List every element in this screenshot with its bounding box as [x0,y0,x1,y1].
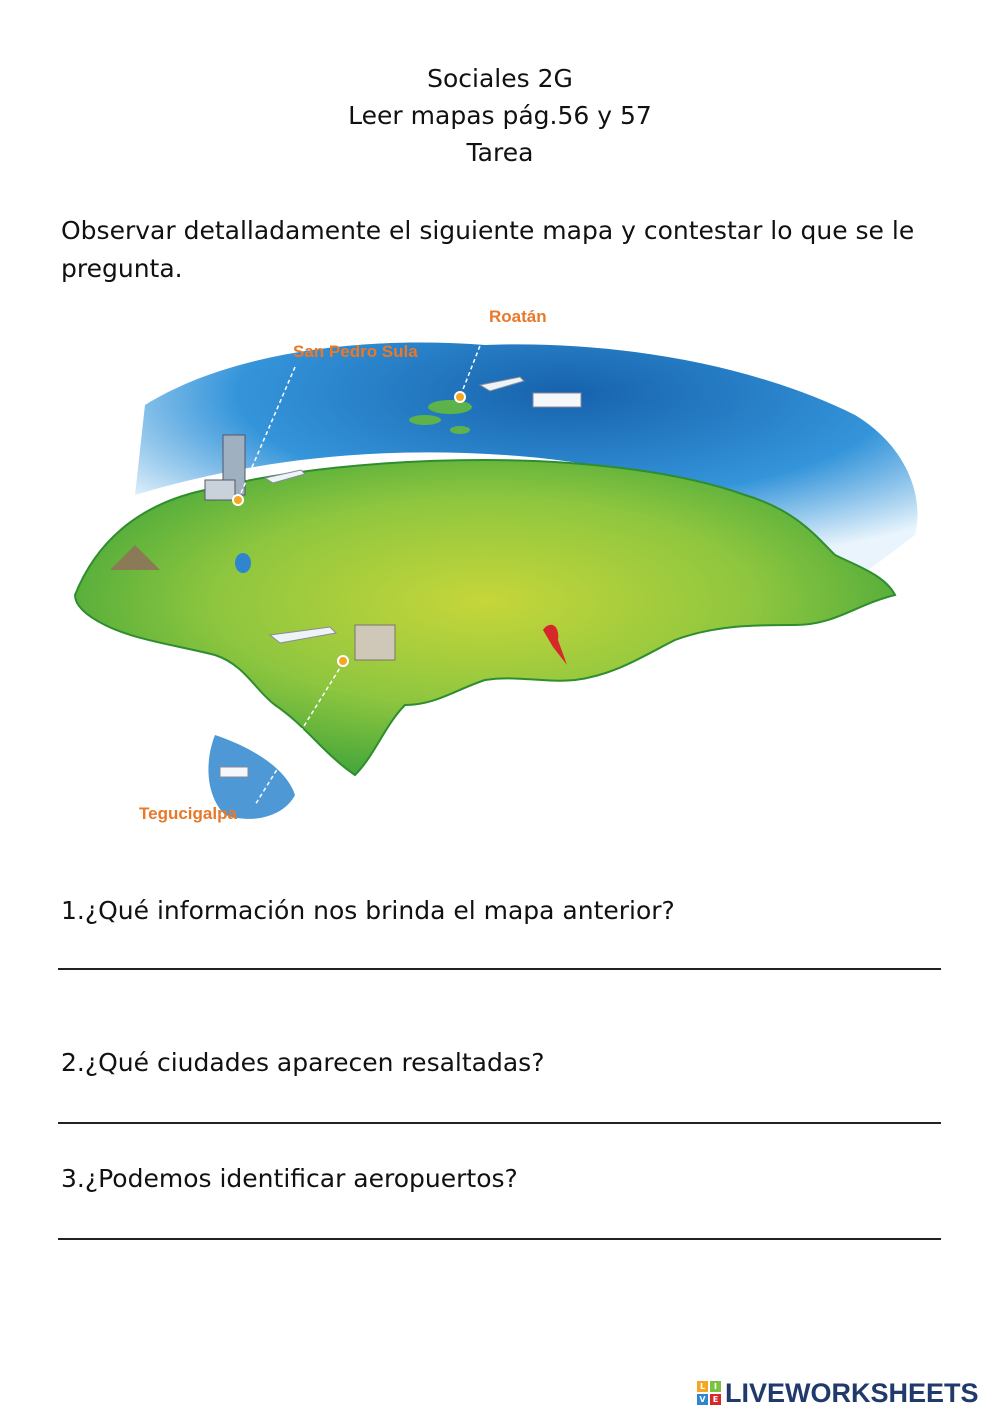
question-2: 2.¿Qué ciudades aparecen resaltadas? [61,1048,545,1077]
marker-roatan [455,392,465,402]
answer-line-3[interactable] [58,1238,941,1240]
logo-icon: L I V E [697,1381,721,1405]
marker-san-pedro-sula [233,495,243,505]
question-3: 3.¿Podemos identificar aeropuertos? [61,1164,518,1193]
lake-icon [235,553,251,573]
boat-icon [220,767,248,777]
instructions: Observar detalladamente el siguiente mapa y contestar lo que se le pregunta. [61,216,915,283]
label-tegucigalpa: Tegucigalpa [139,804,237,823]
header-task: Tarea [466,138,534,167]
liveworksheets-logo [697,1378,979,1408]
header-title: Sociales 2G [427,64,573,93]
question-1: 1.¿Qué información nos brinda el mapa anterior? [61,896,675,925]
honduras-map [55,295,935,855]
building-small [205,480,235,500]
label-san-pedro-sula: San Pedro Sula [293,342,418,361]
ship-icon [533,393,581,407]
answer-line-1[interactable] [58,968,941,970]
logo-text: LIVEWORKSHEETS [725,1377,979,1408]
cathedral-icon [355,625,395,660]
label-roatan: Roatán [489,307,547,326]
land-mass [75,460,895,775]
header-subtitle: Leer mapas pág.56 y 57 [348,101,652,130]
marker-tegucigalpa [338,656,348,666]
answer-line-2[interactable] [58,1122,941,1124]
